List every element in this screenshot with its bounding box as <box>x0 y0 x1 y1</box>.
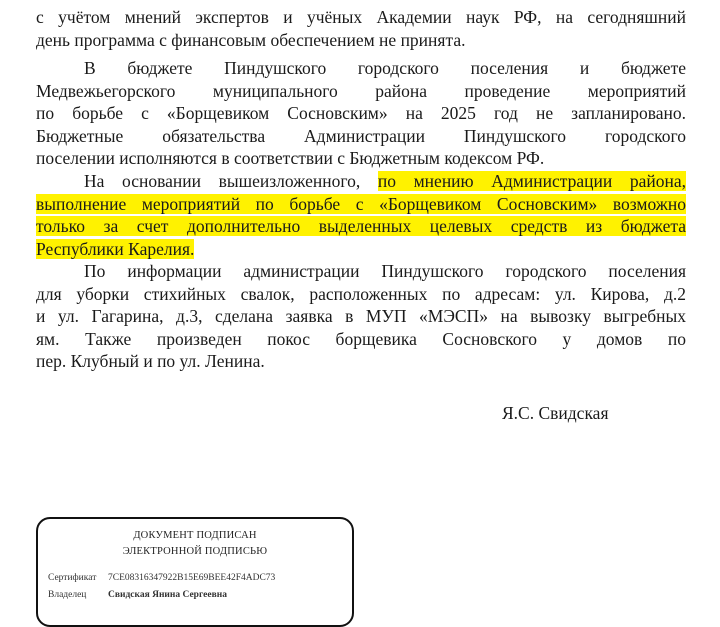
text-line: по борьбе с «Борщевиком Сосновским» на 2025 год не запланировано. <box>36 103 686 123</box>
text-line: с учётом мнений экспертов и учёных Академии наук РФ, на сегодняшний <box>36 7 686 27</box>
certificate-value: 7CE08316347922B15E69BEE42F4ADC73 <box>108 573 276 583</box>
owner-label: Владелец <box>48 590 87 600</box>
electronic-signature-stamp <box>36 517 354 627</box>
highlighted-text: только за счет дополнительно выделенных целевых средств из бюджета <box>36 216 686 236</box>
stamp-owner-row <box>48 590 227 600</box>
text-line <box>36 215 686 238</box>
text-line: ям. Также произведен покос борщевика Сосновского у домов по <box>36 328 686 349</box>
text-line: В бюджете Пиндушского городского поселения и бюджете <box>84 58 686 78</box>
text-line: день программа с финансовым обеспечением не принята. <box>36 29 466 50</box>
text-line: По информации администрации Пиндушского городского поселения <box>84 261 686 281</box>
text-line: поселении исполняются в соответствии с Бюджетным кодексом РФ. <box>36 148 545 168</box>
paragraph-2 <box>36 57 686 170</box>
highlighted-text: выполнение мероприятий по борьбе с «Борщевиком Сосновским» возможно <box>36 193 686 214</box>
certificate-label: Сертификат <box>48 573 97 583</box>
text-line <box>36 238 686 261</box>
text-line <box>36 193 686 216</box>
highlighted-text: Республики Карелия. <box>36 238 195 259</box>
text-line: Бюджетные обязательства Администрации Пиндушского городского <box>36 125 686 146</box>
paragraph-4 <box>36 260 686 373</box>
highlighted-text: по мнению Администрации района, <box>377 171 686 191</box>
plain-text: На основании вышеизложенного, <box>84 171 361 191</box>
text-line: пер. Клубный и по ул. Ленина. <box>36 351 265 371</box>
text-line: Медвежьегорского муниципального района проведение мероприятий <box>36 80 686 101</box>
text-line: и ул. Гагарина, д.3, сделана заявка в МУП «МЭСП» на вывозку выгребных <box>36 306 686 326</box>
signer-name: Я.С. Свидская <box>502 403 609 423</box>
owner-value: Свидская Янина Сергеевна <box>108 590 227 600</box>
paragraph-3 <box>36 170 686 260</box>
stamp-title-line-2: ЭЛЕКТРОННОЙ ПОДПИСЬЮ <box>122 546 268 557</box>
stamp-certificate-row <box>48 573 275 583</box>
stamp-title-line-1: ДОКУМЕНТ ПОДПИСАН <box>133 530 257 541</box>
text-line: для уборки стихийных свалок, расположенных по адресам: ул. Кирова, д.2 <box>36 283 686 304</box>
text-line <box>36 170 686 193</box>
paragraph-1 <box>36 6 686 51</box>
